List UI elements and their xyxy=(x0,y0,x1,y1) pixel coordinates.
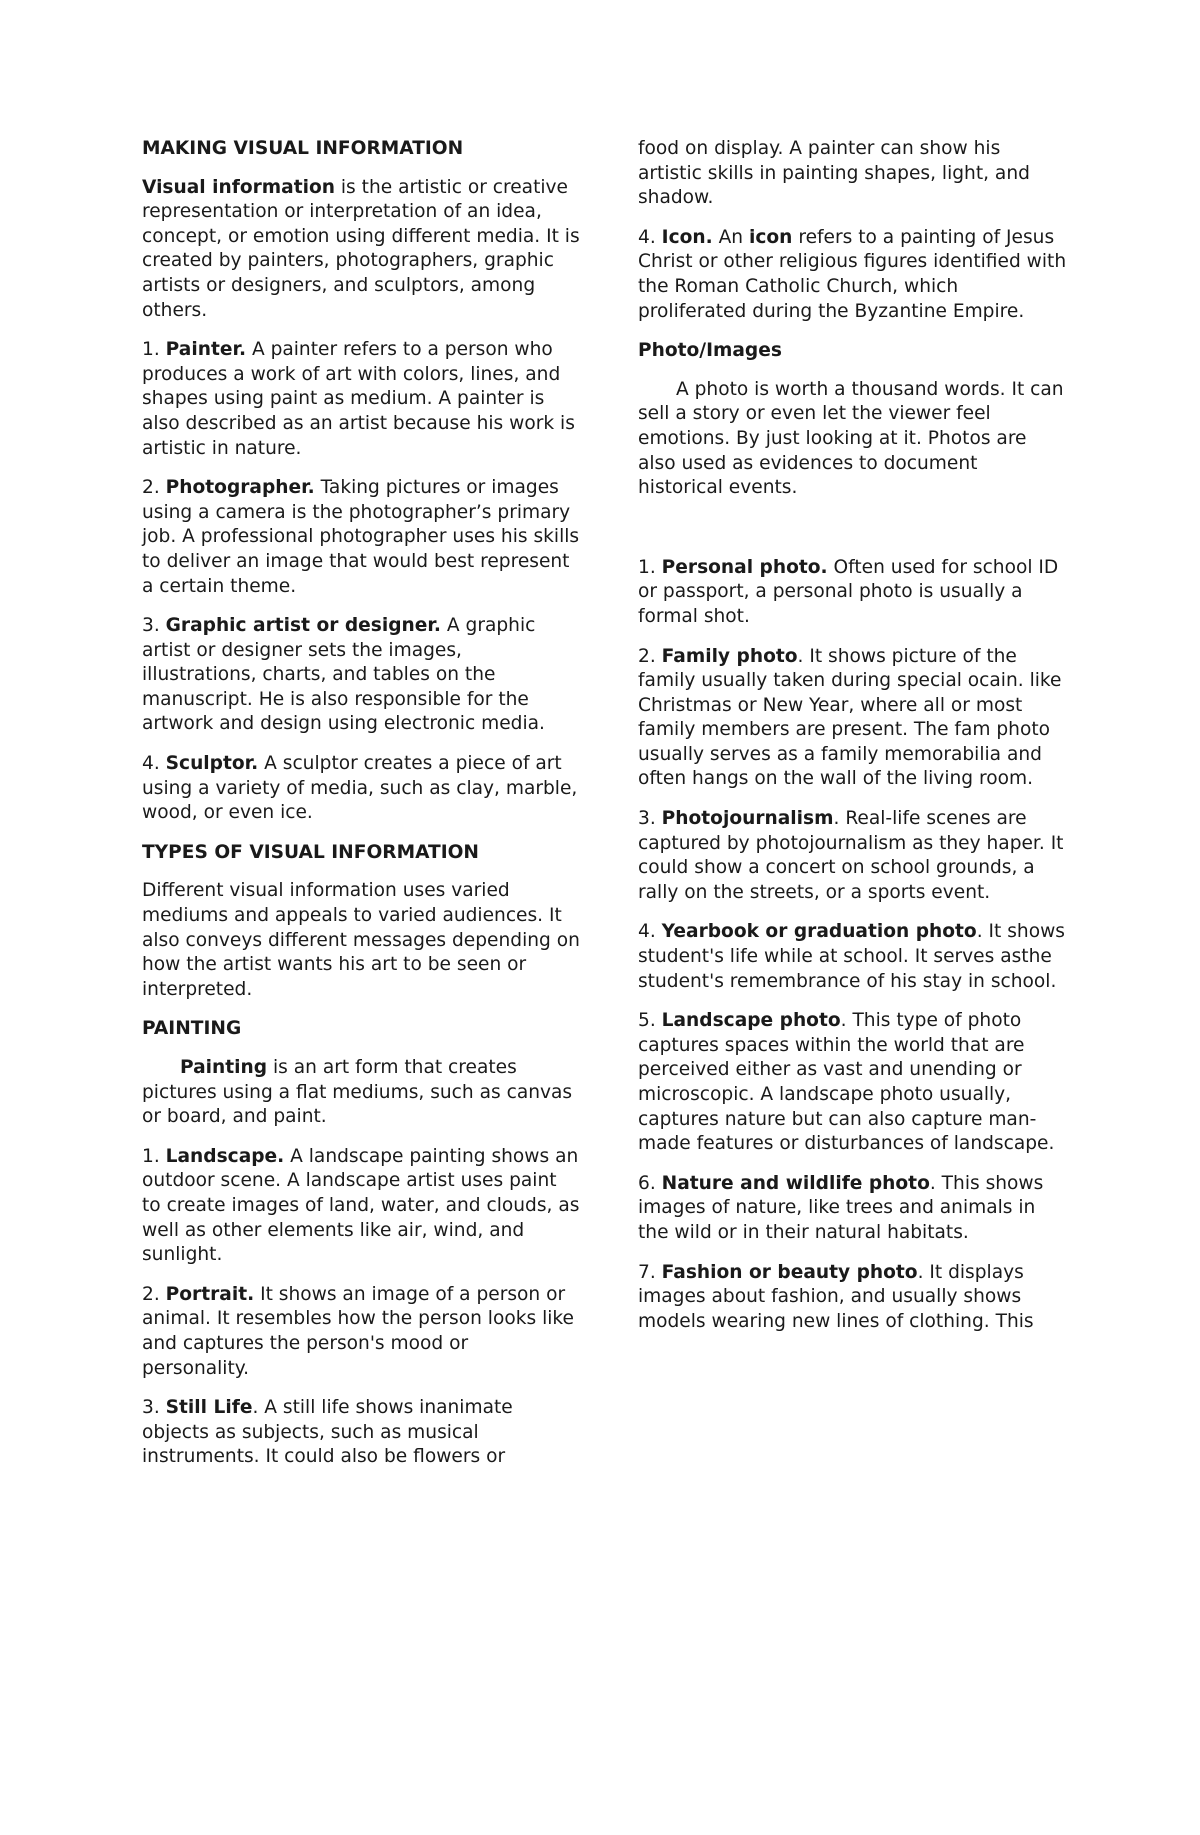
item-term: Yearbook or graduation photo xyxy=(661,921,977,943)
types-heading: TYPES OF VISUAL INFORMATION xyxy=(142,841,479,863)
item-term: Still Life xyxy=(165,1397,253,1419)
item-text: An xyxy=(712,226,749,248)
item-text: A graphic artist or designer sets the images, illustrations, charts, and tables on the manuscript. He is also responsible for the artwork and design using electronic media. xyxy=(142,615,545,735)
photo-item xyxy=(638,1261,1068,1335)
item-text: . It shows student's life while at school. It serves asthe student's remembrance of his stay in school. xyxy=(638,921,1065,992)
item-term: Fashion or beauty photo xyxy=(661,1261,918,1283)
item-text: . This shows images of nature, like trees and animals in the wild or in their natural habitats. xyxy=(638,1172,1044,1243)
item-number: 2. xyxy=(142,1283,166,1305)
item-number: 5. xyxy=(638,1010,662,1032)
item-term: Portrait. xyxy=(165,1283,255,1305)
item-number: 1. xyxy=(142,339,166,361)
item-text: . A still life shows inanimate objects as subjects, such as musical instruments. It could also be flowers or xyxy=(142,1397,513,1468)
item-term: Nature and wildlife photo xyxy=(661,1172,930,1194)
left-column xyxy=(142,137,580,1485)
item-number: 2. xyxy=(638,645,662,667)
painting-heading: PAINTING xyxy=(142,1018,242,1040)
painting-text: is an art form that creates pictures using a flat mediums, such as canvas or board, and paint. xyxy=(142,1057,573,1128)
item-text: refers to a painting of Jesus Christ or other religious figures identified with the Roman Catholic Church, which proliferated during the Byzantine Empire. xyxy=(638,226,1067,322)
painting-item xyxy=(142,1396,580,1470)
item-text: Often used for school ID or passport, a personal photo is usually a formal shot. xyxy=(638,556,1059,627)
item-text: . It shows picture of the family usually taken during special ocain. like Christmas or New Year, where all or most family members are present. The fam photo usually serves as a family memorabilia and often hangs on the wall of the living room. xyxy=(638,645,1062,790)
item-number: 4. xyxy=(142,753,166,775)
painting-item xyxy=(142,1283,580,1381)
item-text: A painter refers to a person who produces a work of art with colors, lines, and shapes using paint as medium. A painter is also described as an artist because his work is artistic in nature. xyxy=(142,339,575,459)
continuation-paragraph: food on display. A painter can show his artistic skills in painting shapes, light, and shadow. xyxy=(638,138,1030,209)
item-number: 3. xyxy=(142,615,166,637)
photo-item xyxy=(638,1009,1068,1157)
item-term: Graphic artist or designer. xyxy=(165,615,441,637)
creator-item xyxy=(142,476,580,599)
item-term: Personal photo. xyxy=(661,556,828,578)
right-column xyxy=(638,137,1068,1349)
painting-term: Painting xyxy=(180,1057,268,1078)
item-number: 1. xyxy=(142,1145,166,1167)
types-paragraph: Different visual information uses varied mediums and appeals to varied audiences. It also conveys different messages depending on how the artist wants his art to be seen or interpreted. xyxy=(142,880,580,1000)
item-number: 1. xyxy=(638,556,662,578)
section-title: MAKING VISUAL INFORMATION xyxy=(142,138,464,159)
photo-item xyxy=(638,920,1068,994)
photo-heading: Photo/Images xyxy=(638,340,782,362)
painting-item xyxy=(638,226,1068,324)
creator-item xyxy=(142,338,580,461)
photo-item xyxy=(638,1172,1068,1246)
photo-item xyxy=(638,807,1068,905)
item-term: icon xyxy=(749,226,793,248)
item-text: . This type of photo captures spaces within the world that are perceived either as vast and unending or microscopic. A landscape photo usually, captures nature but can also capture man-made features or disturbances of landscape. xyxy=(638,1010,1055,1155)
item-text: A landscape painting shows an outdoor scene. A landscape artist uses paint to create images of land, water, and clouds, as well as other elements like air, wind, and sunlight. xyxy=(142,1145,580,1266)
item-number: 3. xyxy=(638,808,662,830)
item-term: Photographer. xyxy=(165,477,315,499)
spacer xyxy=(638,516,1068,556)
item-text: Taking pictures or images using a camera is the photographer’s primary job. A professional photographer uses his skills to deliver an image that would best represent a certain theme. xyxy=(142,477,580,597)
item-number: 2. xyxy=(142,477,166,499)
item-term: Landscape photo xyxy=(661,1010,841,1032)
item-number: 4. xyxy=(638,921,662,943)
creator-item xyxy=(142,752,580,826)
intro-term: Visual information xyxy=(142,176,335,198)
item-text: It shows an image of a person or animal. It resembles how the person looks like and captures the person's mood or personality. xyxy=(142,1283,574,1379)
item-number: 6. xyxy=(638,1172,662,1194)
item-term: Sculptor. xyxy=(165,753,259,775)
creator-item xyxy=(142,614,580,737)
item-text: . Real-life scenes are captured by photojournalism as they haper. It could show a concert on school grounds, a rally on the streets, or a sports event. xyxy=(638,808,1064,903)
item-text: A sculptor creates a piece of art using a variety of media, such as clay, marble, wood, or even ice. xyxy=(142,753,578,824)
item-term: Icon. xyxy=(661,226,713,248)
item-term: Painter. xyxy=(165,339,247,361)
intro-text: is the artistic or creative representation or interpretation of an idea, concept, or emotion using different media. It is created by painters, photographers, graphic artists or designers, and sculptors, among others. xyxy=(142,176,580,321)
photo-item xyxy=(638,645,1068,793)
item-text: . It displays images about fashion, and usually shows models wearing new lines of clothing. This xyxy=(638,1261,1034,1332)
photo-intro: A photo is worth a thousand words. It can sell a story or even let the viewer feel emotions. By just looking at it. Photos are also used as evidences to document historical events. xyxy=(638,378,1064,499)
painting-intro xyxy=(142,1056,580,1130)
item-number: 4. xyxy=(638,226,662,248)
painting-item xyxy=(142,1145,580,1268)
item-term: Landscape. xyxy=(165,1145,285,1167)
intro-paragraph xyxy=(142,176,580,324)
photo-item xyxy=(638,556,1068,630)
item-term: Photojournalism xyxy=(661,808,834,830)
item-number: 7. xyxy=(638,1261,662,1283)
item-number: 3. xyxy=(142,1397,166,1419)
item-term: Family photo xyxy=(661,645,798,667)
